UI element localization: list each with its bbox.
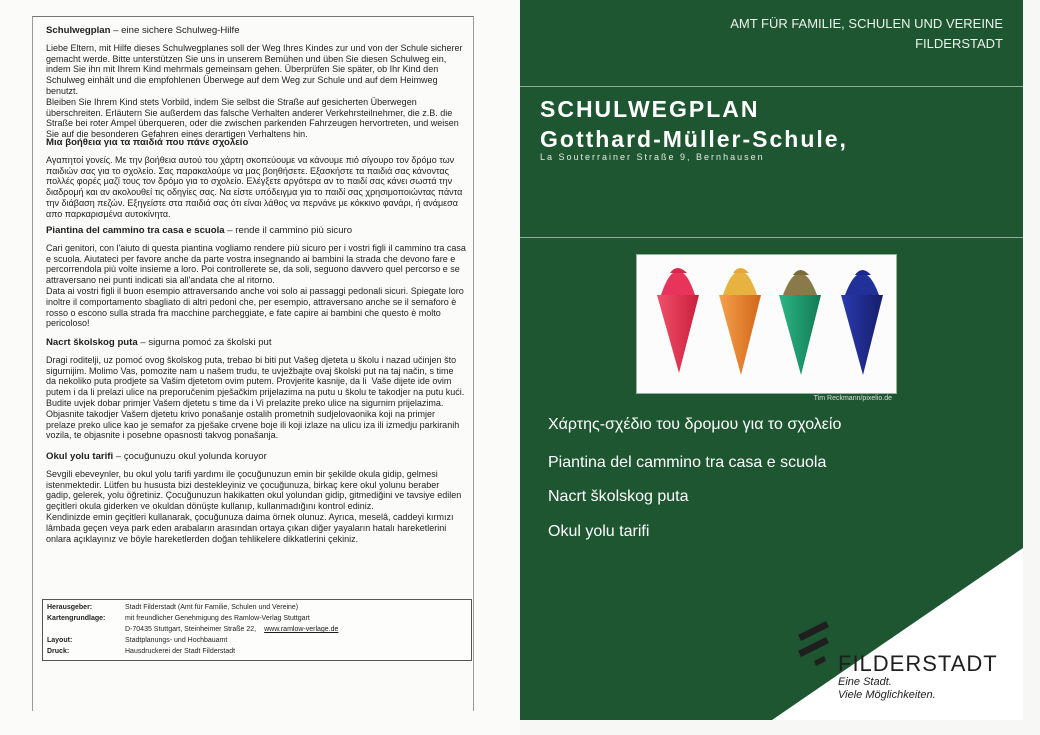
cover-panel xyxy=(520,0,1023,720)
section-heading: Okul yolu tarifi – çocuğunuzu okul yolunda koruyor xyxy=(46,451,267,462)
language-title-turkish: Okul yolu tarifi xyxy=(548,523,650,540)
language-title-croatian: Nacrt školskog puta xyxy=(548,488,689,505)
filderstadt-logo-mark xyxy=(796,617,836,673)
language-title-greek: Χάρτης-σχέδιο του δρομου για το σχολείο xyxy=(548,416,842,433)
agency-name: AMT FÜR FAMILIE, SCHULEN UND VEREINE FILDERSTADT xyxy=(730,16,1003,51)
section-greek xyxy=(46,138,466,220)
photo-credit: Tim Reckmann/pixelio.de xyxy=(813,395,892,402)
white-corner-wedge xyxy=(520,0,1023,720)
imprint-box: Herausgeber: Stadt Filderstadt (Amt für Familie, Schulen und Vereine) Kartengrundlage: mit freundlicher Genehmigung des Ramlow-Verlag Stuttgart D-70435 Stuttgart, Steinheimer Straße 22, www.ramlow-verlage.de Layout: Stadtplanungs- und Hochbauamt Druck: Hausdruckerei der Stadt Filderstadt xyxy=(42,599,472,661)
section-italian xyxy=(46,226,466,329)
section-heading: Schulwegplan – eine sichere Schulweg-Hilfe xyxy=(46,25,240,36)
section-body: Cari genitori, con l'aiuto di questa piantina vogliamo rendere più sicuro per i vostri figli il cammino tra casa e scuola. Aiutateci per favore anche da parte vostra insegnando ai bambini la strada che devono fare e percorrendola più volte insieme a loro. Poi controllerete se, da soli, seguono davvero quel percorso e se attraversano nei punti indicati sia all'andata che al ritorno. Data ai vostri figli il buon esempio attraversando anche voi solo ai passaggi pedonali sicuri. Spiegate loro inoltre il comportamento sbagliato di altri pedoni che, per esempio, attraversano anche se il semaforo è rosso o escono sulla strada fra macchine parcheggiate, e fate capire ai bambini che questo è molto pericoloso! xyxy=(46,242,466,329)
section-german xyxy=(46,26,466,140)
right-page xyxy=(520,0,1040,735)
filderstadt-logo-text: FILDERSTADT xyxy=(838,651,998,676)
section-body: Sevgili ebeveynler, bu okul yolu tarifi yardımı ile çocuğunuzun emin bir şekilde okula gidip, gelmesi istenmektedir. Lütfen bu hususta bizi destekleyiniz ve çocuğunuza, birkaç kere okul yolunu beraber gadip, gelerek, yolu öğretiniz. Çocuğunuzun hakikatten okul yolundan gidip, gitmediğini ve tavsiye edilen geçitleri okula giderken ve okuldan dönüşte kullanıp, kullanmadığını kontrol ediniz. Kendinizde emin geçitleri kullanarak, çocuğunuza daima örnek olunuz. Ayrıca, meselâ, caddeyi kırmızı lâmbada geçen veya park eden arabaların arasından ortaya çıkan diğer yayaların hatalı hareketlerini onlara açıklayınız ve böyle hareketlerden doğan tehlikelere dikkatlerini çekiniz. xyxy=(46,468,462,544)
section-body: Liebe Eltern, mit Hilfe dieses Schulwegplanes soll der Weg Ihres Kindes zur und von der Schule sicherer gemacht werde. Bitte unterstützen Sie uns in unserem Bemühen und üben Sie diesen Schulweg ein, indem Sie ihn mit Ihrem Kind mehrmals gemeinsam gehen. Überprüfen Sie später, ob Ihr Kind den Schulweg einhält und die empfohlenen Überwege auf dem Weg zur Schule und auf dem Heimweg benutzt. Bleiben Sie Ihrem Kind stets Vorbild, indem Sie selbst die Straße auf gesicherten Überwegen überschreiten. Erläutern Sie außerdem das falsche Verhalten anderer Verkehrsteilnehmer, die z.B. die Straße bei roter Ampel überqueren, oder die zwischen parkenden Fahrzeugen hervortreten, und weisen Sie auf die besonderen Gefahren eines derartigen Verhaltens hin. xyxy=(46,42,463,140)
school-address: La Souterrainer Straße 9, Bernhausen xyxy=(540,152,765,162)
cover-title: SCHULWEGPLAN xyxy=(540,96,760,122)
language-title-italian: Piantina del cammino tra casa e scuola xyxy=(548,454,827,471)
section-body: Αγαπητοί γονείς. Με την βοήθεια αυτού του χάρτη σκοπεύουμε να κάνουμε πιό σίγουρο τον δρόμο των παιδιών σας για το σχολείο. Σας παρακαλούμε να μας βοηθήσετε. Εξασκήστε τα παιδιά σας κάνοντας πολλές φορές μαζί τους τον δρόμο για το σχολείο. Ελέγξετε αργότερα αν το παιδί σας κάνει σωστά την διαδρομή και αν ακολουθεί τις οδηγίες σας. Να είστε υπόδειγμα για το παιδί σας χρησιμοποιώντας πάντα την διάβαση πεζών. Εξηγείστε στα παιδιά σας ότι είναι λάθος να περνάνε με κόκκινο φανάρι, ή ανάμεσα απο παρκαρισμένα αυτοκίνητα. xyxy=(46,154,465,219)
ramlow-link[interactable]: www.ramlow-verlage.de xyxy=(264,626,339,633)
filderstadt-slogan: Eine Stadt. Viele Möglichkeiten. xyxy=(838,676,936,701)
section-heading: Μια βοήθεια για τα παιδιά που πάνε σχολείο xyxy=(46,137,249,148)
school-name: Gotthard-Müller-Schule, xyxy=(540,126,848,152)
section-turkish xyxy=(46,452,466,544)
section-body: Dragi roditelji, uz pomoć ovog školskog puta, trebao bi biti put Vašeg djeteta u školu i nazad učinjen što sigurnijim. Molimo Vas, pomozite nam u našem trudu, te uvježbajte ovaj školski put na taj način, s time da nekoliko puta prodjete sa Vašim djetetom ovim putem. Provjerite kasnije, da li Vaše dijete ide ovim putem i da li prelazi ulice na preporučenim pješačkim prijelazima na putu u školu te takodjer na putu kući. Budite uvjek dobar primjer Vašem djetetu s time da i Vi prelazite preko ulice na sigurnim prijelazima. Objasnite takodjer Vašem djetetu krivo ponašanje ostalih prometnih sudjelovaonika koji na primjer prelaze preko ulice kao je semafor za pješake crvene boje ili koji izlaze na ulicu iza ili izmedju parkiranih vozila, te objasnite i posebne opasnosti takvog ponašanja. xyxy=(46,354,465,441)
section-heading: Nacrt školskog puta – sigurna pomoć za školski put xyxy=(46,337,272,348)
section-croatian xyxy=(46,338,466,441)
section-heading: Piantina del cammino tra casa e scuola – rende il cammino più sicuro xyxy=(46,225,353,236)
